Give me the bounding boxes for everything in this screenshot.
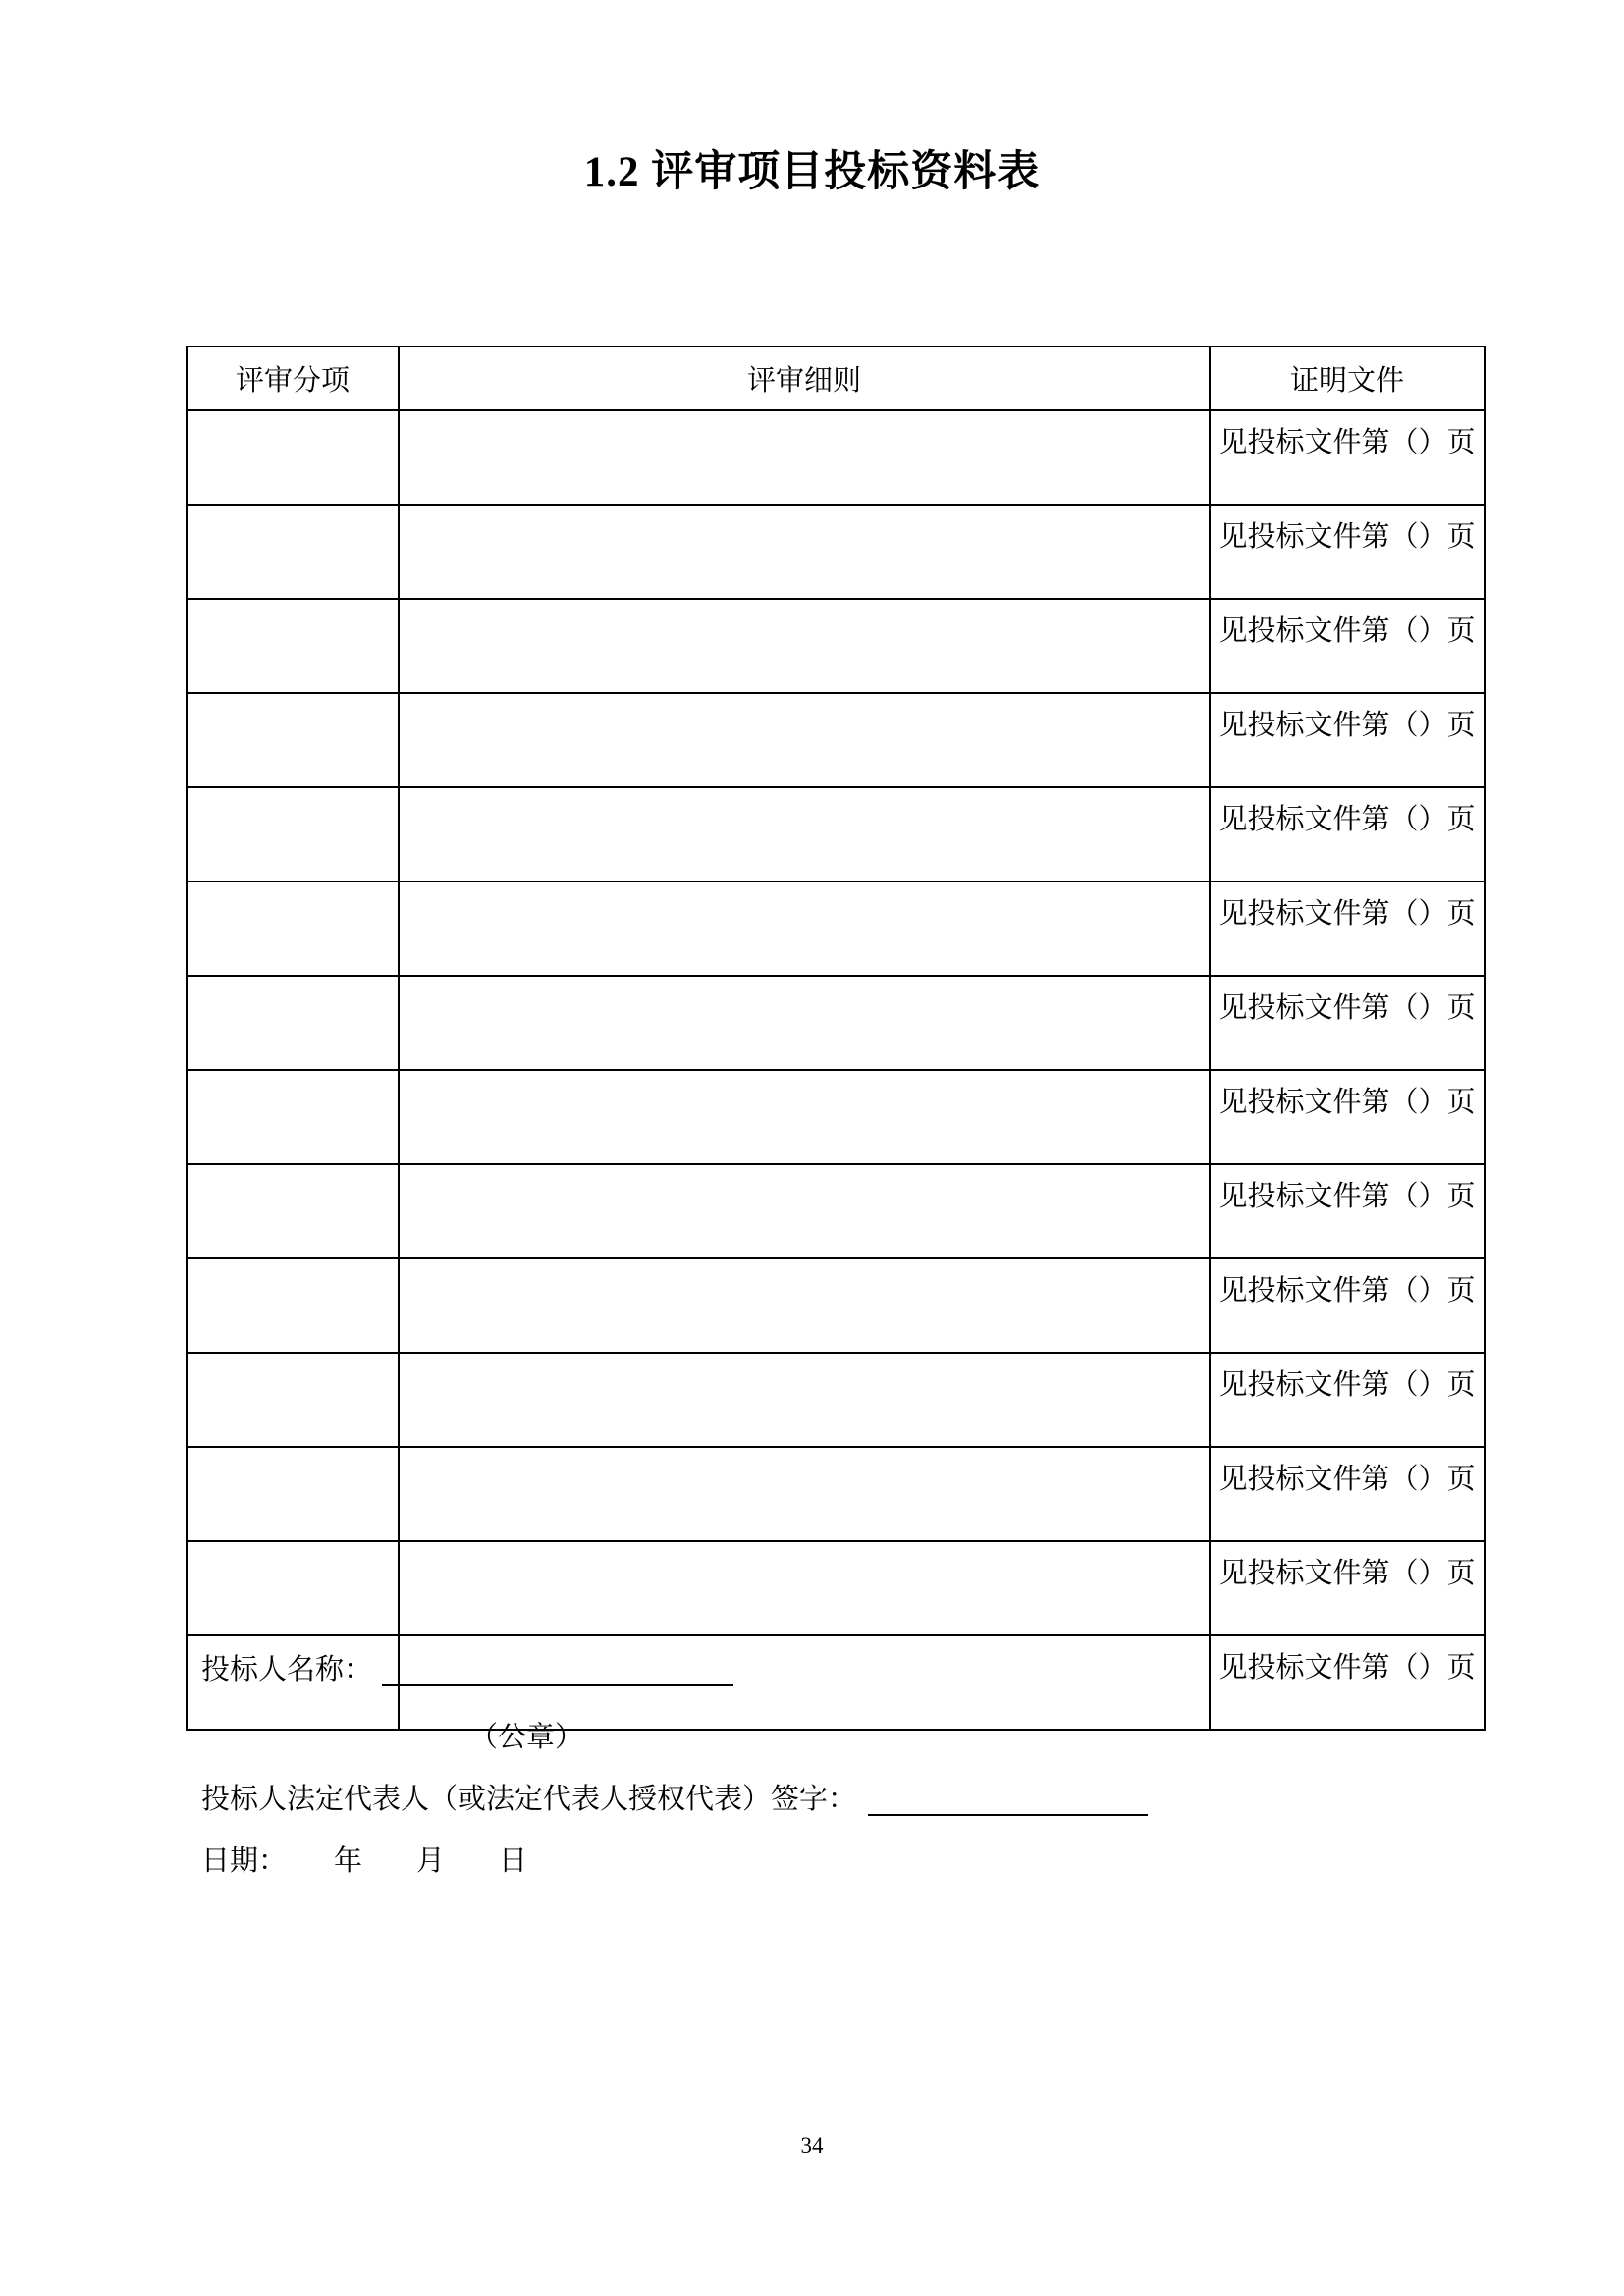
proof-document-cell: 见投标文件第（）页 — [1210, 787, 1485, 881]
table-row — [187, 599, 1485, 693]
signature-label: 投标人法定代表人（或法定代表人授权代表）签字： — [201, 1784, 857, 1815]
review-item-cell — [187, 976, 399, 1070]
review-rules-cell — [399, 787, 1210, 881]
review-item-cell — [187, 881, 399, 976]
document-title: 1.2 评审项目投标资料表 — [583, 149, 1041, 195]
review-rules-cell — [399, 1164, 1210, 1258]
review-rules-cell — [399, 410, 1210, 505]
table-row — [187, 881, 1485, 976]
table-row — [187, 787, 1485, 881]
proof-document-cell: 见投标文件第（）页 — [1210, 1541, 1485, 1635]
table-row — [187, 410, 1485, 505]
review-rules-cell — [399, 1070, 1210, 1164]
review-item-cell — [187, 693, 399, 787]
proof-document-cell: 见投标文件第（）页 — [1210, 505, 1485, 599]
review-rules-cell — [399, 1541, 1210, 1635]
review-rules-cell — [399, 599, 1210, 693]
date-year-label: 年 — [334, 1845, 363, 1877]
date-line — [201, 1844, 527, 1878]
proof-document-cell: 见投标文件第（）页 — [1210, 976, 1485, 1070]
table-row — [187, 1447, 1485, 1541]
review-rules-cell — [399, 693, 1210, 787]
date-label: 日期： — [201, 1845, 288, 1877]
proof-document-cell: 见投标文件第（）页 — [1210, 1164, 1485, 1258]
proof-document-cell: 见投标文件第（）页 — [1210, 410, 1485, 505]
proof-document-cell: 见投标文件第（）页 — [1210, 881, 1485, 976]
table-header-row — [187, 347, 1485, 410]
proof-document-cell: 见投标文件第（）页 — [1210, 1258, 1485, 1353]
column-header-proof-document: 证明文件 — [1210, 347, 1485, 410]
review-rules-cell — [399, 976, 1210, 1070]
table-row — [187, 505, 1485, 599]
table-row — [187, 1541, 1485, 1635]
seal-label: （公章） — [469, 1722, 584, 1753]
review-rules-cell — [399, 881, 1210, 976]
date-day-label: 日 — [499, 1845, 528, 1877]
table-row — [187, 976, 1485, 1070]
review-item-cell — [187, 599, 399, 693]
signature-blank-underline — [868, 1785, 1148, 1816]
proof-document-cell: 见投标文件第（）页 — [1210, 693, 1485, 787]
table-row — [187, 693, 1485, 787]
seal-line — [469, 1721, 583, 1754]
review-item-cell — [187, 1070, 399, 1164]
review-item-cell — [187, 1258, 399, 1353]
signature-line — [201, 1783, 1148, 1816]
review-rules-cell — [399, 505, 1210, 599]
review-item-cell — [187, 410, 399, 505]
review-item-cell — [187, 505, 399, 599]
date-month-label: 月 — [416, 1845, 446, 1877]
review-item-cell — [187, 1447, 399, 1541]
table-row — [187, 1353, 1485, 1447]
review-rules-cell — [399, 1447, 1210, 1541]
table-row — [187, 1070, 1485, 1164]
bidder-name-blank-underline — [382, 1655, 733, 1686]
review-item-cell — [187, 1164, 399, 1258]
proof-document-cell: 见投标文件第（）页 — [1210, 1353, 1485, 1447]
column-header-review-rules: 评审细则 — [399, 347, 1210, 410]
bidder-name-label: 投标人名称： — [201, 1654, 373, 1685]
proof-document-cell: 见投标文件第（）页 — [1210, 1447, 1485, 1541]
review-item-cell — [187, 787, 399, 881]
page-number: 34 — [800, 2133, 824, 2158]
table-row — [187, 1164, 1485, 1258]
review-rules-cell — [399, 1353, 1210, 1447]
table-row — [187, 1258, 1485, 1353]
review-table — [186, 346, 1486, 1731]
bidder-name-line — [201, 1653, 733, 1686]
review-item-cell — [187, 1353, 399, 1447]
review-rules-cell — [399, 1258, 1210, 1353]
column-header-review-item: 评审分项 — [187, 347, 399, 410]
proof-document-cell: 见投标文件第（）页 — [1210, 1070, 1485, 1164]
proof-document-cell: 见投标文件第（）页 — [1210, 1635, 1485, 1730]
proof-document-cell: 见投标文件第（）页 — [1210, 599, 1485, 693]
review-item-cell — [187, 1541, 399, 1635]
